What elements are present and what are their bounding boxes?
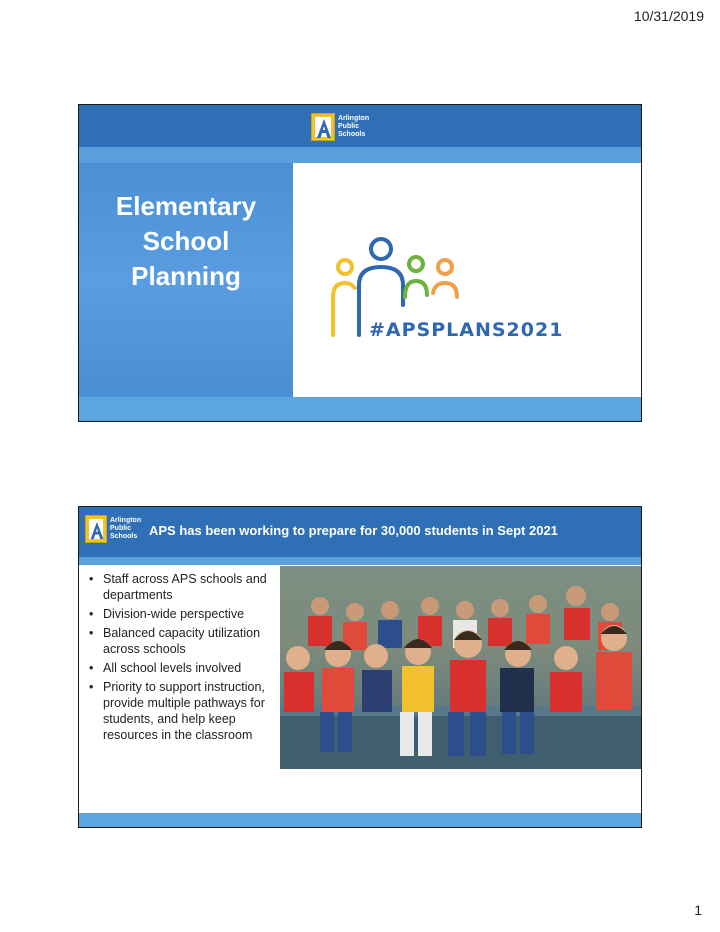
slide-prepare: [78, 506, 642, 828]
bullet-item: • Balanced capacity utilization across schools: [87, 625, 279, 657]
bullet-item: • Priority to support instruction, provide multiple pathways for students, and help keep resources in the classroom: [87, 679, 279, 743]
students-photo: [280, 566, 641, 769]
logo-line: Arlington: [110, 517, 142, 524]
apsplans-hashtag: #APSPLANS2021: [369, 319, 564, 341]
logo-line: Public: [110, 525, 132, 532]
title-line: School: [142, 226, 230, 256]
slide-title-text: [79, 189, 293, 294]
logo-line: Arlington: [338, 115, 370, 122]
slide-footer-bar: [79, 813, 641, 828]
logo-line: Public: [338, 123, 360, 130]
bullet-list: [87, 571, 279, 746]
slide-footer-bar: [79, 397, 641, 422]
aps-logo: [85, 515, 141, 543]
aps-logo-icon: [311, 113, 335, 141]
bullet-item: • Division-wide perspective: [87, 606, 279, 622]
slide-header-band: [79, 557, 641, 565]
aps-logo-text: [338, 115, 369, 139]
bullet-item: • All school levels involved: [87, 660, 279, 676]
page-number: 1: [694, 902, 702, 918]
bullet-item: • Staff across APS schools and departments: [87, 571, 279, 603]
logo-line: Schools: [338, 131, 366, 138]
title-line: Planning: [131, 261, 241, 291]
title-line: Elementary: [115, 191, 257, 221]
logo-line: Schools: [110, 533, 138, 540]
aps-logo-text: [110, 517, 141, 541]
slide-header-band: [79, 147, 641, 163]
aps-logo-icon: [85, 515, 107, 543]
page-date: 10/31/2019: [633, 8, 704, 24]
aps-logo: [311, 113, 369, 141]
slide-heading: APS has been working to prepare for 30,000 students in Sept 2021: [149, 523, 558, 538]
slide-title: [78, 104, 642, 422]
